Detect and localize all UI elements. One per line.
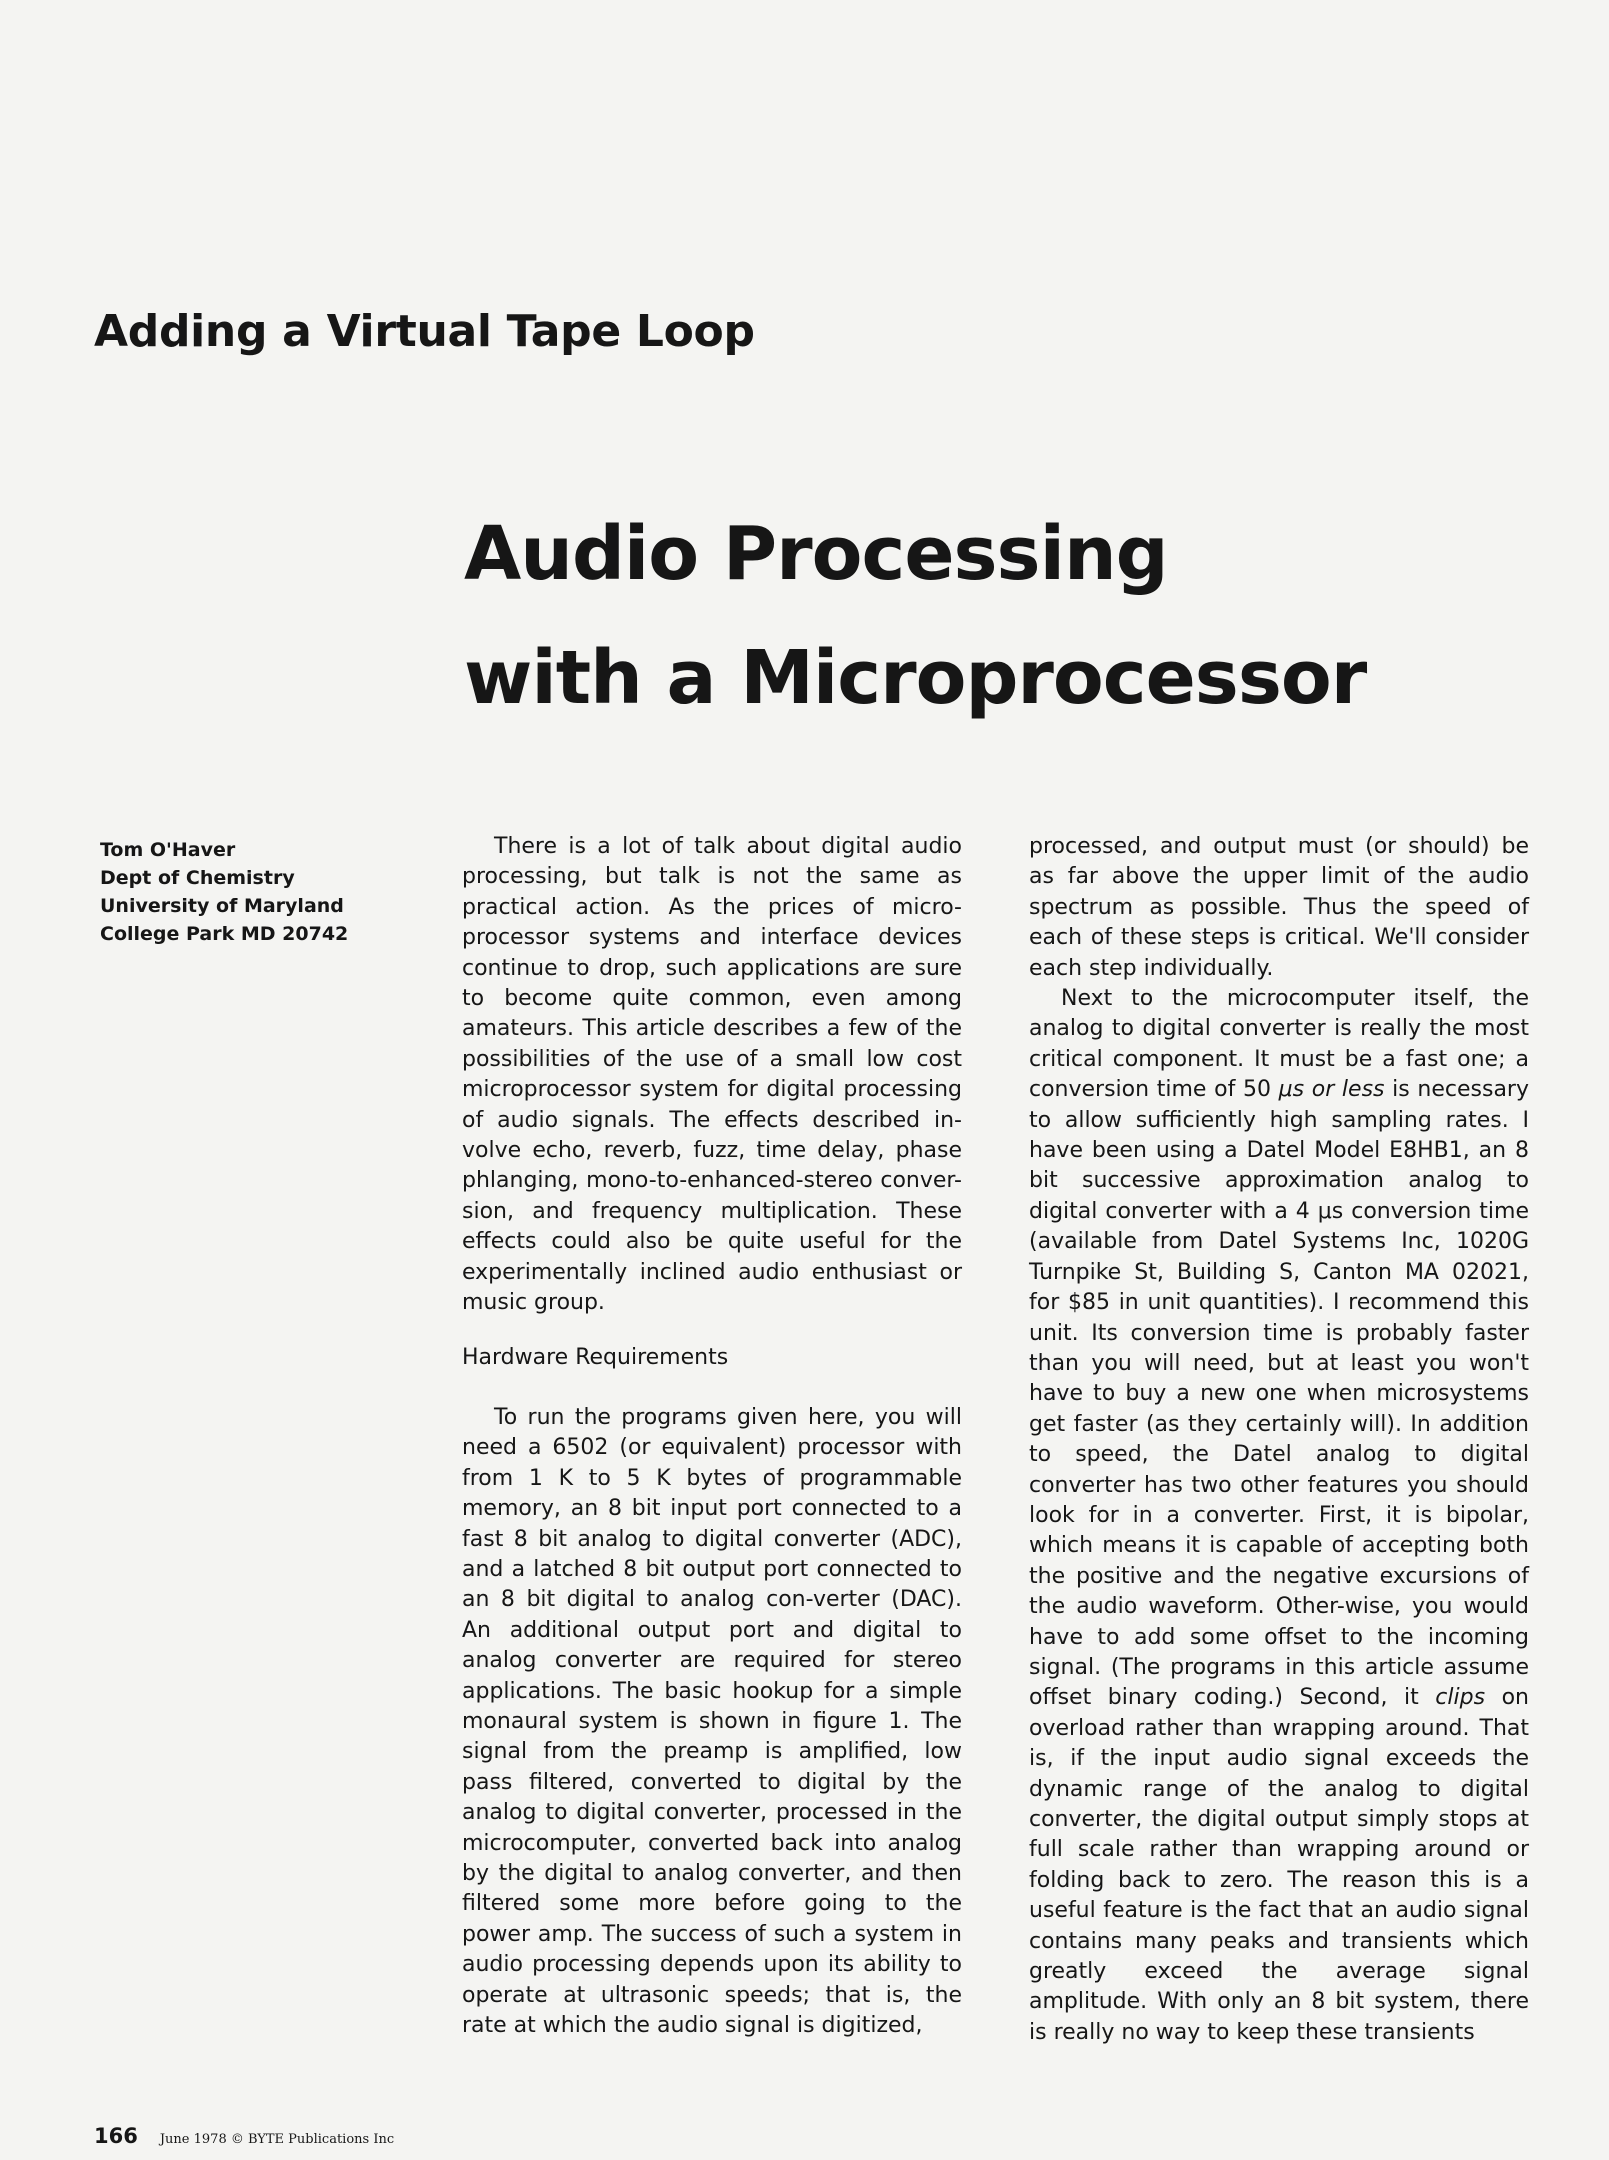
- paragraph-adc-text-1: Next to the microcomputer itself, the analog to digital converter is really the most critical component. It must be a fast one; a conversion time of 50: [1029, 986, 1529, 1103]
- publication-credit: June 1978 © BYTE Publications Inc: [159, 2132, 395, 2147]
- page-footer: [94, 2124, 394, 2148]
- paragraph-adc: [1029, 984, 1529, 2048]
- author-name: Tom O'Haver: [100, 839, 236, 861]
- page-number: 166: [94, 2124, 138, 2148]
- paragraph-adc-italic-2: clips: [1435, 1685, 1486, 1711]
- author-byline: [100, 836, 348, 948]
- paragraph-adc-italic-1: μs or less: [1278, 1077, 1385, 1103]
- paragraph-adc-text-2: is necessary to allow sufficiently high sampling rates. I have been using a Datel Model E8HB1, an 8 bit successive approximation analog to digital converter with a 4 μs conversion time (available from Datel Systems Inc, 1020G Turnpike St, Building S, Canton MA 02021, for $85 in unit quantities). I recommend this unit. Its conversion time is probably faster than you will need, but at least you won't have to buy a new one when microsystems get faster (as they certainly will). In addition to speed, the Datel analog to digital converter has two other features you should look for in a converter. First, it is bipolar, which means it is capable of accepting both the positive and the negative excursions of the audio waveform. Other-wise, you would have to add some offset to the incoming signal. (The programs in this article assume offset binary coding.) Second, it: [1029, 1077, 1529, 1711]
- article-title: [464, 492, 1366, 740]
- section-kicker: Adding a Virtual Tape Loop: [94, 306, 755, 357]
- paragraph-intro: There is a lot of talk about digital audio processing, but talk is not the same as practical action. As the prices of micro-processor systems and interface devices continue to drop, such applications are sure to become quite common, even among amateurs. This article describes a few of the possibilities of the use of a small low cost microprocessor system for digital processing of audio signals. The effects described in-volve echo, reverb, fuzz, time delay, phase phlanging, mono-to-enhanced-stereo conver-sion, and frequency multiplication. These effects could also be quite useful for the experimentally inclined audio enthusiast or music group.: [462, 834, 962, 1316]
- author-address: College Park MD 20742: [100, 923, 349, 945]
- article-title-line-2: with a Microprocessor: [464, 635, 1367, 721]
- paragraph-adc-text-3: on overload rather than wrapping around. That is, if the input audio signal exceeds the dynamic range of the analog to digital converter, the digital output simply stops at full scale rather than wrapping around or folding back to zero. The reason this is a useful feature is the fact that an audio signal contains many peaks and transients which greatly exceed the average signal amplitude. With only an 8 bit system, there is really no way to keep these transients: [1029, 1685, 1529, 2045]
- author-university: University of Maryland: [100, 895, 344, 917]
- body-column-2: [1029, 832, 1529, 2048]
- body-column-1: [462, 832, 962, 2041]
- paragraph-continued: processed, and output must (or should) be as far above the upper limit of the audio spectrum as possible. Thus the speed of each of these steps is critical. We'll consider each step individually.: [1029, 834, 1529, 981]
- article-title-line-1: Audio Processing: [464, 511, 1168, 597]
- paragraph-hardware: To run the programs given here, you will need a 6502 (or equivalent) processor with from 1 K to 5 K bytes of programmable memory, an 8 bit input port connected to a fast 8 bit analog to digital converter (ADC), and a latched 8 bit output port connected to an 8 bit digital to analog con-verter (DAC). An additional output port and digital to analog converter are required for stereo applications. The basic hookup for a simple monaural system is shown in figure 1. The signal from the preamp is amplified, low pass filtered, converted to digital by the analog to digital converter, processed in the microcomputer, converted back into analog by the digital to analog converter, and then filtered some more before going to the power amp. The success of such a system in audio processing depends upon its ability to operate at ultrasonic speeds; that is, the rate at which the audio signal is digitized,: [462, 1404, 962, 2039]
- author-department: Dept of Chemistry: [100, 867, 295, 889]
- section-heading-hardware: Hardware Requirements: [462, 1344, 729, 1370]
